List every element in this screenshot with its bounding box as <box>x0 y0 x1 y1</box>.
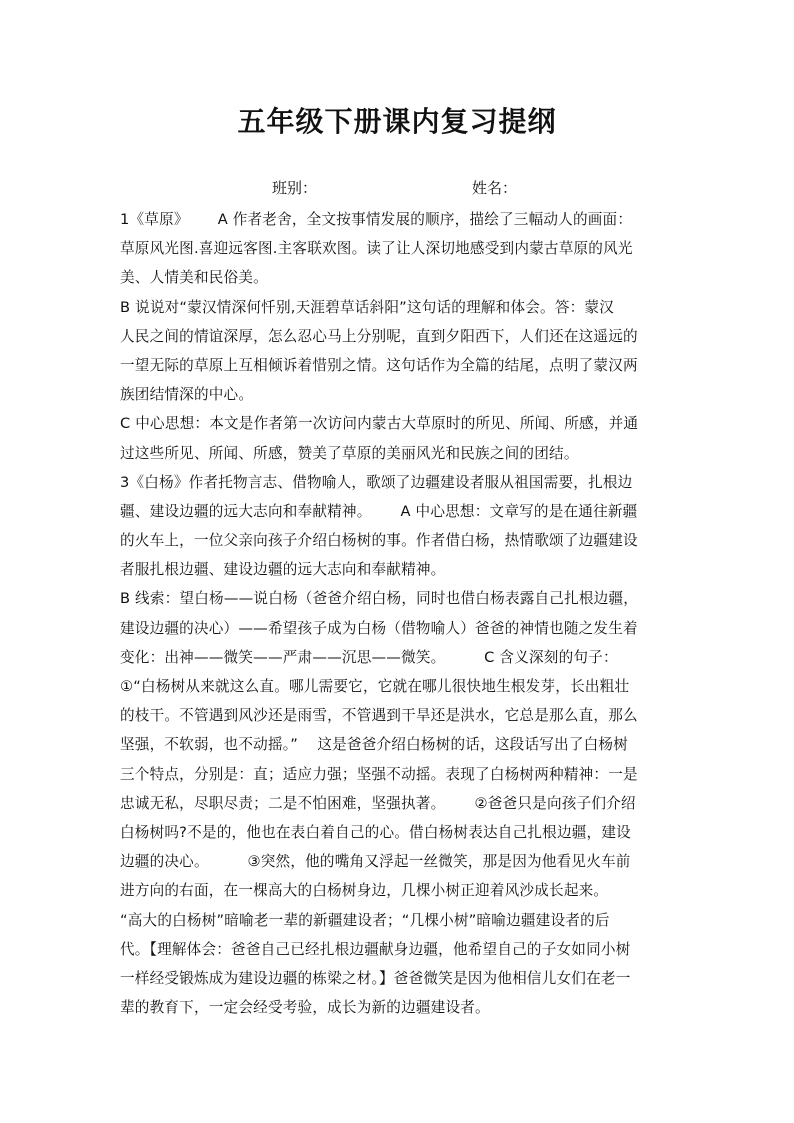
text-line: C 中心思想：本文是作者第一次访问内蒙古大草原时的所见、所闻、所感，并通 <box>120 415 639 433</box>
text-line: 疆、建设边疆的远大志向和奉献精神。 A 中心思想：文章写的是在通往新疆 <box>120 502 638 520</box>
text-line: 坚强，不软弱，也不动摇。” 这是爸爸介绍白杨树的话，这段话写出了白杨树 <box>120 736 629 754</box>
text-line: ①“白杨树从来就这么直。哪儿需要它，它就在哪儿很快地生根发芽，长出粗壮 <box>120 678 630 695</box>
text-line: B 线索：望白杨——说白杨（爸爸介绍白杨，同时也借白杨表露自己扎根边疆， <box>120 590 639 608</box>
student-info-row <box>0 177 794 197</box>
text-line: B 说说对“蒙汉情深何忏别,天涯碧草话斜阳”这句话的理解和体会。答：蒙汉 <box>120 298 615 316</box>
text-line: 辈的教育下，一定会经受考验，成长为新的边疆建设者。 <box>120 999 490 1017</box>
text-line: 草原风光图.喜迎远客图.主客联欢图。读了让人深切地感受到内蒙古草原的风光 <box>120 240 633 258</box>
text-line: 变化：出神——微笑——严肃——沉思——微笑。 C 含义深刻的句子： <box>120 648 618 666</box>
text-line: 的火车上，一位父亲向孩子介绍白杨树的事。作者借白杨，热情歌颂了边疆建设 <box>120 532 638 550</box>
text-line: 三个特点，分别是：直；适应力强；坚强不动摇。表现了白杨树两种精神：一是 <box>120 765 638 783</box>
text-line: 一样经受锻炼成为建设边疆的栋梁之材。】爸爸微笑是因为他相信儿女们在老一 <box>120 969 631 987</box>
text-line: 1《草原》 A 作者老舍，全文按事情发展的顺序，描绘了三幅动人的画面： <box>120 211 633 228</box>
text-line: 的枝干。不管遇到风沙还是雨雪，不管遇到干旱还是洪水，它总是那么直，那么 <box>120 707 638 725</box>
text-line: 过这些所见、所闻、所感，赞美了草原的美丽风光和民族之间的团结。 <box>120 444 579 462</box>
text-line: 一望无际的草原上互相倾诉着惜别之情。这句话作为全篇的结尾，点明了蒙汉两 <box>120 356 638 374</box>
text-line: 建设边疆的决心）——希望孩子成为白杨（借物喻人）爸爸的神情也随之发生着 <box>120 619 638 637</box>
text-line: 人民之间的情谊深厚，怎么忍心马上分别呢，直到夕阳西下，人们还在这遥远的 <box>120 327 638 345</box>
text-line: 美、人情美和民俗美。 <box>120 269 268 287</box>
class-label: 班别： <box>272 179 318 197</box>
text-line: 白杨树吗?不是的，他也在表白着自己的心。借白杨树表达自己扎根边疆，建设 <box>120 823 631 841</box>
name-label: 姓名： <box>472 179 518 197</box>
text-line: 者服扎根边疆、建设边疆的远大志向和奉献精神。 <box>120 561 446 579</box>
text-line: 边疆的决心。 ③突然，他的嘴角又浮起一丝微笑，那是因为他看见火车前 <box>120 853 631 871</box>
text-line: 进方向的右面，在一棵高大的白杨树身边，几棵小树正迎着风沙成长起来。 <box>120 882 609 900</box>
text-line: 忠诚无私，尽职尽责；二是不怕困难，坚强执著。 ②爸爸只是向孩子们介绍 <box>120 794 636 812</box>
text-line: “高大的白杨树”暗喻老一辈的新疆建设者；“几棵小树”暗喻边疆建设者的后 <box>120 911 610 929</box>
text-line: 3《白杨》作者托物言志、借物喻人，歌颂了边疆建设者服从祖国需要，扎根边 <box>120 473 633 491</box>
page-title: 五年级下册课内复习提纲 <box>237 105 557 138</box>
text-line: 代。【理解体会：爸爸自己已经扎根边疆献身边疆，他希望自己的子女如同小树 <box>120 940 631 958</box>
text-line: 族团结情深的中心。 <box>120 386 254 404</box>
body-text <box>120 205 676 1022</box>
